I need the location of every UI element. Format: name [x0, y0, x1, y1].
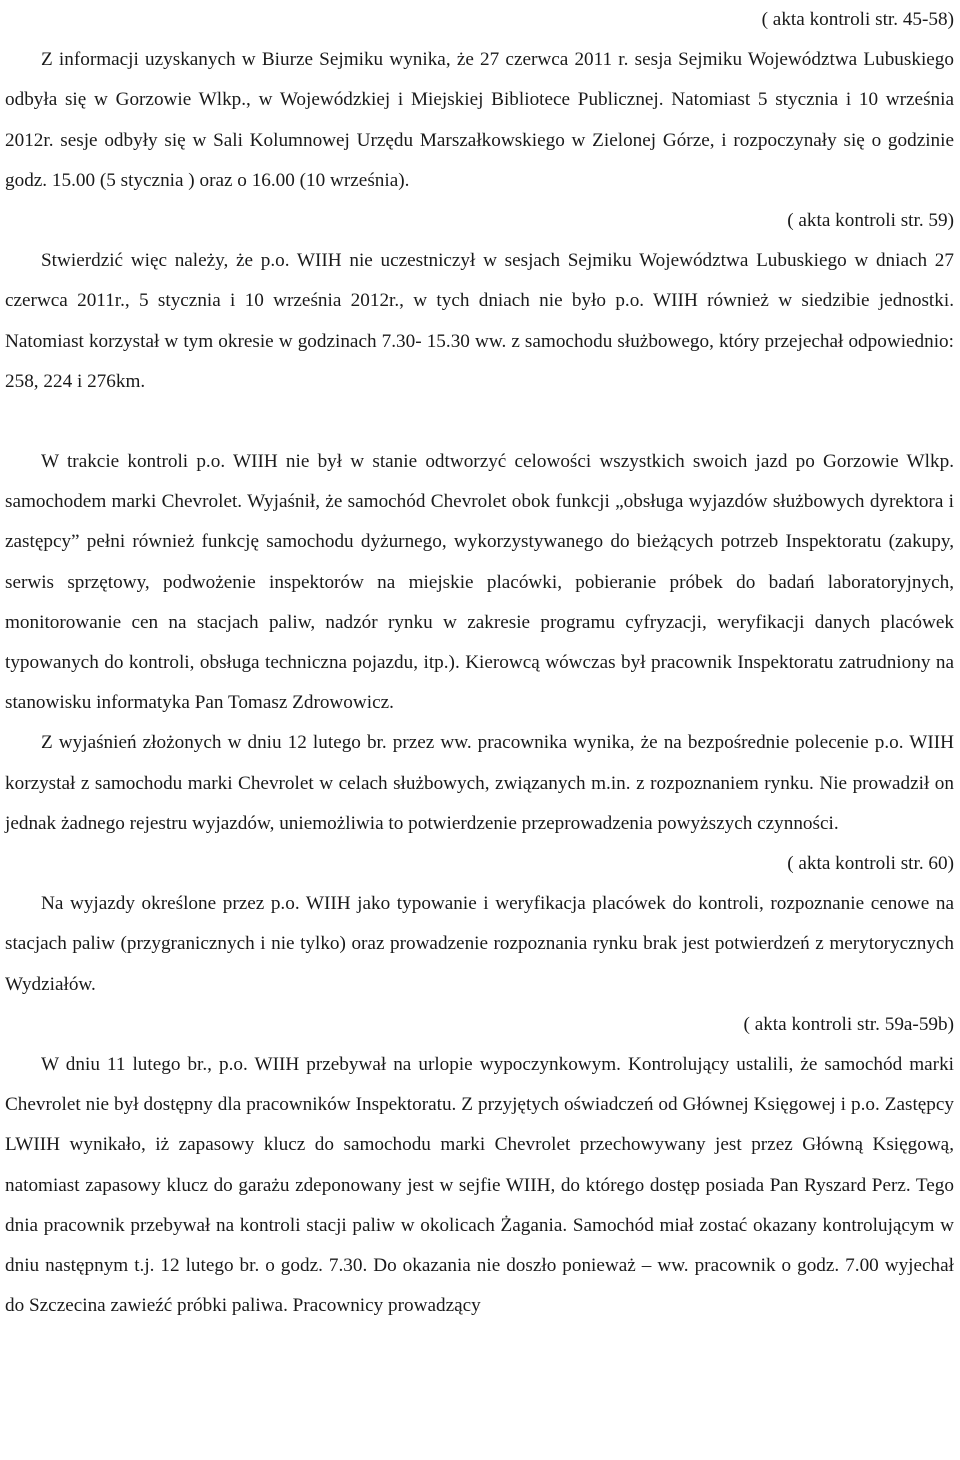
paragraph-3: W trakcie kontroli p.o. WIIH nie był w stanie odtworzyć celowości wszystkich swoich jazd po Gorzowie Wlkp. samochodem marki Chevrolet. Wyjaśnił, że samochód Chevrolet obok funkcji „obsługa wyjazdów służbowych dyrektora i zastępcy” pełni również funkcję samochodu dyżurnego, wykorzystywanego do bieżących potrzeb Inspektoratu (zakupy, serwis sprzętowy, podwożenie inspektorów na miejskie placówki, pobieranie próbek do badań laboratoryjnych, monitorowanie cen na stacjach paliw, nadzór rynku w zakresie programu cyfryzacji, weryfikacji danych placówek typowanych do kontroli, obsługa techniczna pojazdu, itp.). Kierowcą wówczas był pracownik Inspektoratu zatrudniony na stanowisku informatyka Pan Tomasz Zdrowowicz. [5, 451, 954, 714]
paragraph-2: Stwierdzić więc należy, że p.o. WIIH nie uczestniczył w sesjach Sejmiku Województwa Lubuskiego w dniach 27 czerwca 2011r., 5 stycznia i 10 września 2012r., w tych dniach nie było p.o. WIIH również w siedzibie jednostki. Natomiast korzystał w tym okresie w godzinach 7.30- 15.30 ww. z samochodu służbowego, który przejechał odpowiednio: 258, 224 i 276km. [5, 250, 954, 392]
paragraph-6: W dniu 11 lutego br., p.o. WIIH przebywał na urlopie wypoczynkowym. Kontrolujący ustalili, że samochód marki Chevrolet nie był dostępny dla pracowników Inspektoratu. Z przyjętych oświadczeń od Głównej Księgowej i p.o. Zastępcy LWIIH wynikało, iż zapasowy klucz do samochodu marki Chevrolet przechowywany jest przez Główną Księgową, natomiast zapasowy klucz do garażu zdeponowany jest w sejfie WIIH, do którego dostęp posiada Pan Ryszard Perz. Tego dnia pracownik przebywał na kontroli stacji paliw w okolicach Żagania. Samochód miał zostać okazany kontrolującym w dniu następnym t.j. 12 lutego br. o godz. 7.30. Do okazania nie doszło ponieważ – ww. pracownik o godz. 7.00 wyjechał do Szczecina zawieźć próbki paliwa. Pracownicy prowadzący [5, 1054, 954, 1317]
paragraph-1: Z informacji uzyskanych w Biurze Sejmiku wynika, że 27 czerwca 2011 r. sesja Sejmiku Województwa Lubuskiego odbyła się w Gorzowie Wlkp., w Wojewódzkiej i Miejskiej Bibliotece Publicznej. Natomiast 5 stycznia i 10 września 2012r. sesje odbyły się w Sali Kolumnowej Urzędu Marszałkowskiego w Zielonej Górze, i rozpoczynały się o godzinie godz. 15.00 (5 stycznia ) oraz o 16.00 (10 września). [5, 49, 954, 191]
paragraph-4: Z wyjaśnień złożonych w dniu 12 lutego br. przez ww. pracownika wynika, że na bezpośrednie polecenie p.o. WIIH korzystał z samochodu marki Chevrolet w celach służbowych, związanych m.in. z rozpoznaniem rynku. Nie prowadził on jednak żadnego rejestru wyjazdów, uniemożliwia to potwierdzenie przeprowadzenia powyższych czynności. [5, 732, 954, 834]
reference-1: ( akta kontroli str. 45-58) [761, 9, 954, 30]
reference-4: ( akta kontroli str. 59a-59b) [743, 1013, 954, 1035]
reference-2: ( akta kontroli str. 59) [787, 210, 954, 232]
paragraph-5: Na wyjazdy określone przez p.o. WIIH jako typowanie i weryfikacja placówek do kontroli, rozpoznanie cenowe na stacjach paliw (przygranicznych i nie tylko) oraz prowadzenie rozpoznania rynku brak jest potwierdzeń z merytorycznych Wydziałów. [5, 893, 954, 995]
paragraph-spacer [5, 402, 954, 442]
reference-3: ( akta kontroli str. 60) [787, 853, 954, 875]
